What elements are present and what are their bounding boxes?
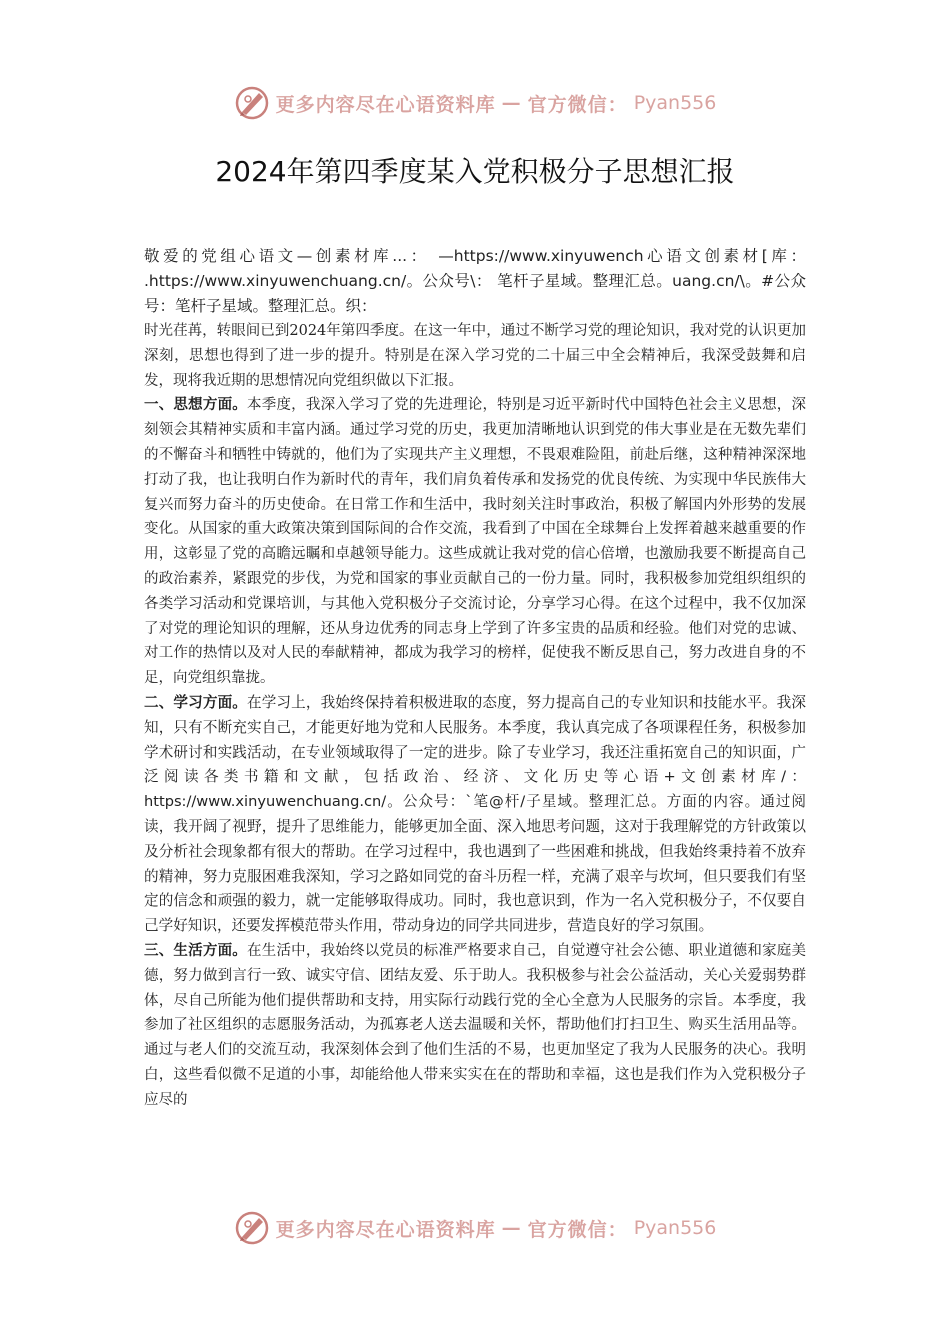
watermark-separator: — <box>501 92 522 114</box>
section-body: 在生活中，我始终以党员的标准严格要求自己，自觉遵守社会公德、职业道德和家庭美德，努力做到言行一致、诚实守信、团结友爱、乐于助人。我积极参与社会公益活动，关心关爱弱势群体，尽自己所能为他们提供帮助和支持，用实际行动践行党的全心全意为人民服务的宗旨。本季度，我参加了社区组织的志愿服务活动，为孤寡老人送去温暖和关怀，帮助他们打扫卫生、购买生活用品等。通过与老人们的交流互动，我深刻体会到了他们生活的不易，也更加坚定了我为人民服务的决心。我明白，这些看似微不足道的小事，却能给他人带来实实在在的帮助和幸福，这也是我们作为入党积极分子应尽的 <box>144 942 807 1108</box>
bottom-watermark-banner <box>0 1208 950 1248</box>
watermark-contact-label: 官方微信： <box>527 93 628 116</box>
section-body: 本季度，我深入学习了党的先进理论，特别是习近平新时代中国特色社会主义思想，深刻领会其精神实质和丰富内涵。通过学习党的历史，我更加清晰地认识到党的伟大事业是在无数先辈们的不懈奋斗和牺牲中铸就的，他们为了实现共产主义理想，不畏艰难险阻，前赴后继，这种精神深深地打动了我，也让我明白作为新时代的青年，我们肩负着传承和发扬党的优良传统、为实现中华民族伟大复兴而努力奋斗的历史使命。在日常工作和生活中，我时刻关注时事政治，积极了解国内外形势的发展变化。从国家的重大政策决策到国际间的合作交流，我看到了中国在全球舞台上发挥着越来越重要的作用，这彰显了党的高瞻远瞩和卓越领导能力。这些成就让我对党的信心倍增，也激励我要不断提高自己的政治素养，紧跟党的步伐，为党和国家的事业贡献自己的一份力量。同时，我积极参加党组织组织的各类学习活动和党课培训，与其他入党积极分子交流讨论，分享学习心得。在这个过程中，我不仅加深了对党的理论知识的理解，还从身边优秀的同志身上学到了许多宝贵的品质和经验。他们对党的忠诚、对工作的热情以及对人民的奉献精神，都成为我学习的榜样，促使我不断反思自己，努力改进自身的不足，向党组织靠拢。 <box>144 397 807 687</box>
document-body <box>144 244 806 1113</box>
section-study <box>144 691 806 939</box>
section-lead: 二、学习方面。 <box>144 693 247 711</box>
watermark-contact-label: 官方微信： <box>527 1218 628 1241</box>
intro-paragraph: 时光荏苒，转眼间已到2024年第四季度。在这一年中，通过不断学习党的理论知识，我对党的认识更加深刻，思想也得到了进一步的提升。特别是在深入学习党的二十届三中全会精神后，我深受鼓舞和启发，现将我近期的思想情况向党组织做以下汇报。 <box>144 323 806 389</box>
watermark-contact-id: Pyan556 <box>633 1217 717 1239</box>
section-lead: 三、生活方面。 <box>144 942 248 959</box>
section-thought <box>144 393 806 691</box>
watermark-contact-id: Pyan556 <box>633 92 717 114</box>
watermark-separator: — <box>501 1217 522 1239</box>
section-lead: 一、思想方面。 <box>144 397 248 414</box>
section-life <box>144 939 806 1113</box>
pen-logo-icon <box>234 85 270 121</box>
section-body: 在学习上，我始终保持着积极进取的态度，努力提高自己的专业知识和技能水平。我深知，只有不断充实自己，才能更好地为党和人民服务。本季度，我认真完成了各项课程任务，积极参加学术研讨和实践活动，在专业领域取得了一定的进步。除了专业学习，我还注重拓宽自己的知识面，广泛阅读各类书籍和文献，包括政治、经济、文化历史等心语+文创素材库/：https://www.xinyuwenchuang.cn/。公众号：`笔@杆/子星域。整理汇总。方面的内容。通过阅读，我开阔了视野，提升了思维能力，能够更加全面、深入地思考问题，这对于我理解党的方针政策以及分析社会现象都有很大的帮助。在学习过程中，我也遇到了一些困难和挑战，但我始终秉持着不放弃的精神，努力克服困难我深知，学习之路如同党的奋斗历程一样，充满了艰辛与坎坷，但只要我们有坚定的信念和顽强的毅力，就一定能够取得成功。同时，我也意识到，作为一名入党积极分子，不仅要自己学好知识，还要发挥模范带头作用，带动身边的同学共同进步，营造良好的学习氛围。 <box>144 693 806 935</box>
watermark-text: 更多内容尽在心语资料库 <box>275 93 496 116</box>
top-watermark-banner <box>0 83 950 123</box>
watermark-text: 更多内容尽在心语资料库 <box>275 1218 496 1241</box>
document-title: 2024年第四季度某入党积极分子思想汇报 <box>215 155 735 188</box>
pen-logo-icon <box>234 1210 270 1246</box>
salutation-header: 敬爱的党组心语文—创素材库...： —https://www.xinyuwench心语文创素材[库： .https://www.xinyuwenchuang.cn/。公众号\： 笔杆子星域。整理汇总。uang.cn/\。#公众号：笔杆子星域。整理汇总。织： <box>144 247 806 315</box>
